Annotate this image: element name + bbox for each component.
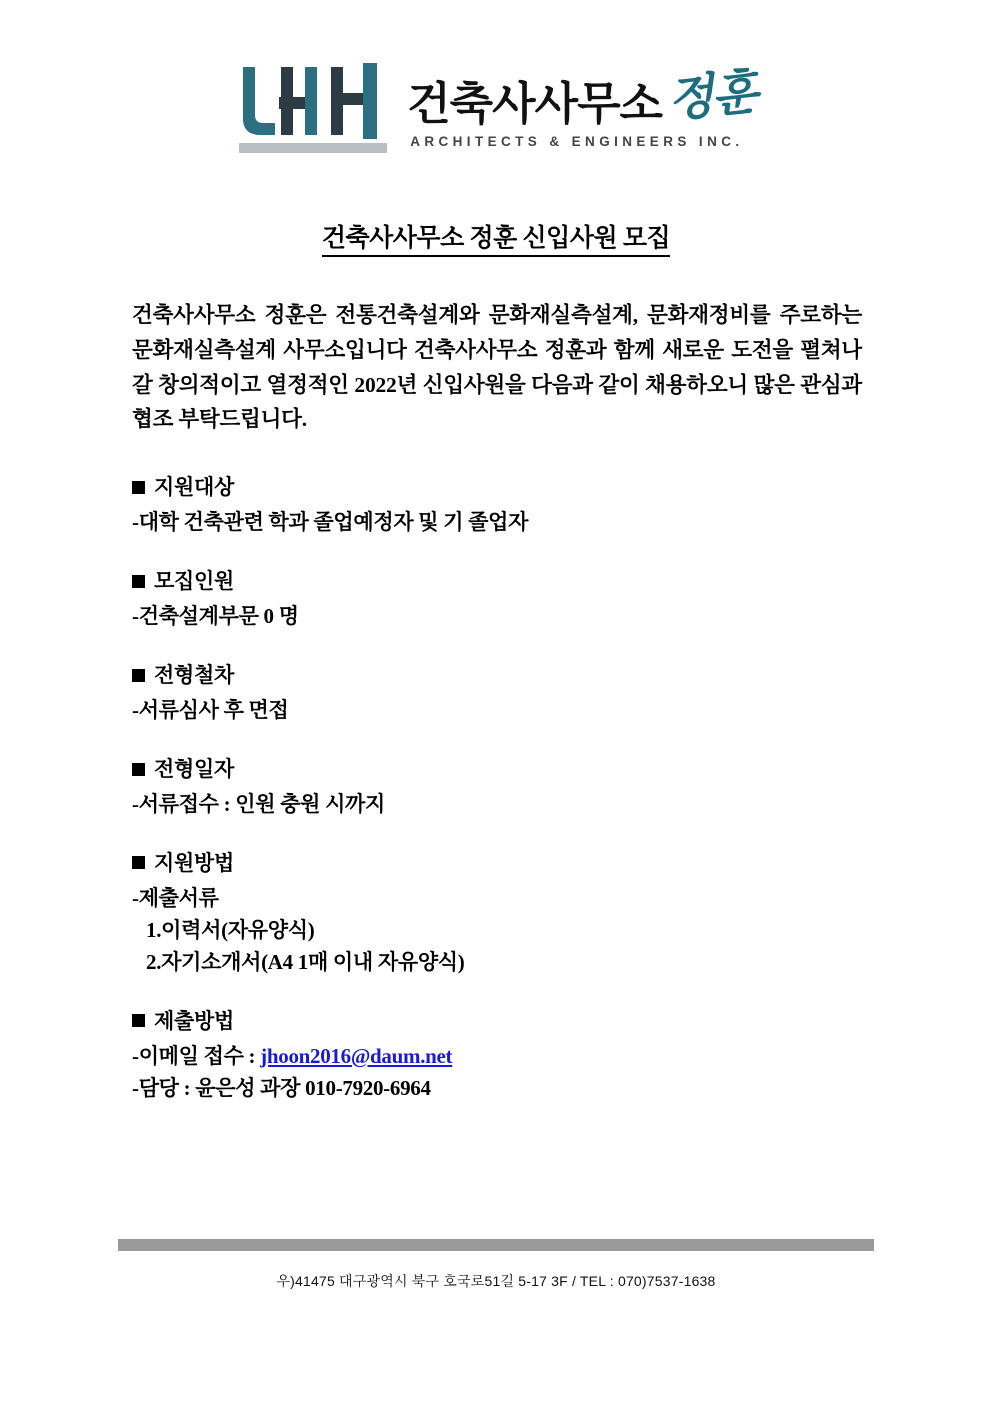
square-bullet-icon xyxy=(132,763,145,776)
section-heading xyxy=(132,753,874,783)
jh-monogram-icon xyxy=(235,57,393,153)
section-heading-text: 전형일자 xyxy=(154,757,234,782)
sections-list xyxy=(118,471,874,1104)
email-label: -이메일 접수 : xyxy=(132,1043,261,1068)
section-line-email xyxy=(132,1041,874,1073)
section-line: -건축설계부문 0 명 xyxy=(132,604,299,629)
section-heading xyxy=(132,1005,874,1035)
section-line: -서류접수 : 인원 충원 시까지 xyxy=(132,792,386,817)
footer-divider-bar xyxy=(118,1239,874,1251)
section-지원방법 xyxy=(132,847,874,979)
section-heading-text: 지원방법 xyxy=(154,850,234,875)
square-bullet-icon xyxy=(132,575,145,588)
email-link[interactable]: jhoon2016@daum.net xyxy=(260,1043,453,1068)
section-heading xyxy=(132,565,874,595)
section-지원대상 xyxy=(132,471,874,539)
section-모집인원 xyxy=(132,565,874,633)
section-heading xyxy=(132,471,874,501)
page-title xyxy=(118,218,874,254)
section-line: -제출서류 xyxy=(132,885,219,910)
square-bullet-icon xyxy=(132,856,145,869)
section-전형일자 xyxy=(132,753,874,821)
section-heading-text: 모집인원 xyxy=(154,569,234,594)
logo-company-ko: 건축사사무소 xyxy=(407,78,663,129)
section-line: -서류심사 후 면접 xyxy=(132,698,289,723)
section-heading xyxy=(132,659,874,689)
section-heading-text: 전형철차 xyxy=(154,663,234,688)
page-title-text: 건축사사무소 정훈 신입사원 모집 xyxy=(322,225,670,257)
intro-paragraph: 건축사사무소 정훈은 전통건축설계와 문화재실측설계, 문화재정비를 주로하는문화재실측설계 사무소입니다 건축사사무소 정훈과 함께 새로운 도전을 펼쳐나갈 창의적이고 열정적인 2022년 신입사원을 다음과 같이 채용하오니 많은 관심과 협조 부탁드립니다. xyxy=(132,303,862,432)
section-heading xyxy=(132,847,874,877)
logo-company-script: 정훈 xyxy=(664,63,759,129)
section-line-contact: -담당 : 윤은성 과장 010-7920-6964 xyxy=(132,1075,431,1100)
logo-company-en: ARCHITECTS & ENGINEERS INC. xyxy=(410,134,744,149)
square-bullet-icon xyxy=(132,481,145,494)
footer-address: 우)41475 대구광역시 북구 호국로51길 5-17 3F / TEL : 070)7537-1638 xyxy=(276,1273,716,1289)
section-전형철차 xyxy=(132,659,874,727)
section-line: 1.이력서(자유양식) xyxy=(146,917,315,942)
section-제출방법 xyxy=(132,1005,874,1105)
square-bullet-icon xyxy=(132,1014,145,1027)
section-line: 2.자기소개서(A4 1매 이내 자유양식) xyxy=(146,949,465,974)
section-heading-text: 제출방법 xyxy=(154,1008,234,1033)
company-logo xyxy=(118,0,874,170)
square-bullet-icon xyxy=(132,669,145,682)
section-heading-text: 지원대상 xyxy=(154,475,234,500)
section-line: -대학 건축관련 학과 졸업예정자 및 기 졸업자 xyxy=(132,510,529,535)
